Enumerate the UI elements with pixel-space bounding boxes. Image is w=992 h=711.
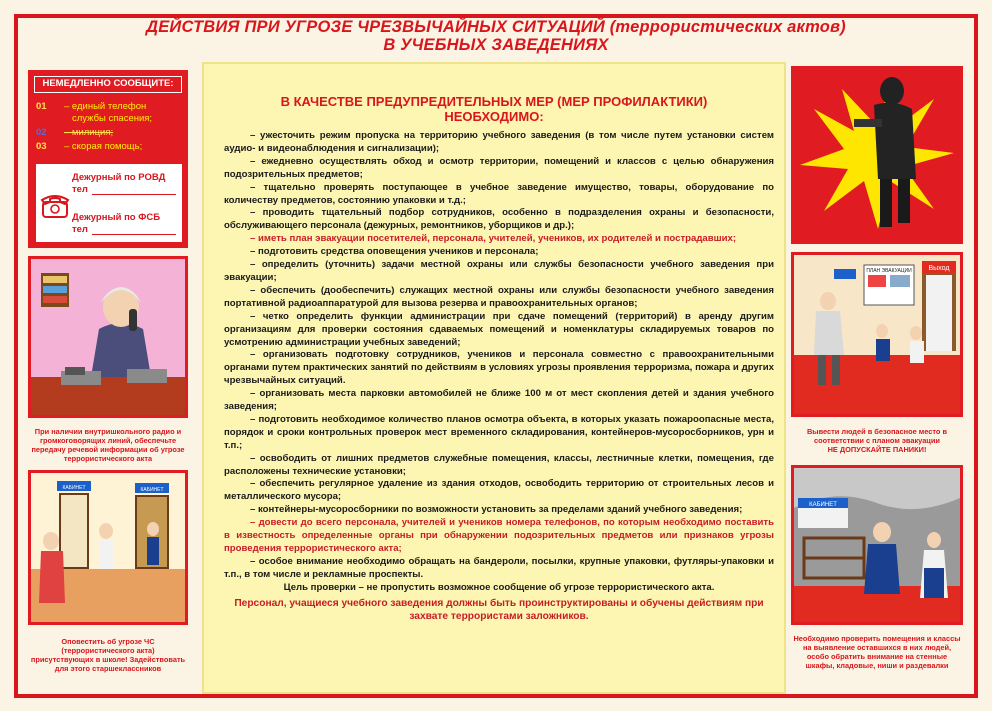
contact-02-desc: – милиция; [64,127,114,138]
contact-01-desc: – единый телефон [64,101,147,112]
cabinet-chem-sign: КАБИНЕТ [62,485,86,491]
measure-item: – ужесточить режим пропуска на территорию учебного заведения (в том числе путем установки систем аудио- и видеонаблюдения и сигнализации); [224,130,774,154]
prevention-heading-line1: В КАЧЕСТВЕ ПРЕДУПРЕДИТЕЛЬНЫХ МЕР (МЕР ПРОФИЛАКТИКИ) [280,94,708,109]
duty-fsb-label: Дежурный по ФСБ [72,212,161,223]
measure-item: – организовать места парковки автомобилей не ближе 100 м от мест скопления детей и здания учебного заведения; [224,388,774,413]
contact-03-desc: – скорая помощь; [64,141,143,152]
contact-03 [36,141,142,152]
cabinet-physics-sign: КАБИНЕТ [809,502,837,508]
check-goal-text: Цель проверки – не пропустить возможное сообщение об угрозе террористического акта. [283,581,715,593]
no-panic-text: НЕ ДОПУСКАЙТЕ ПАНИКИ! [827,445,927,454]
contact-01 [36,101,146,112]
telephone-icon [40,190,70,220]
evacuation-picture [791,252,963,417]
prevention-heading-line2: НЕОБХОДИМО: [444,109,544,124]
measure-item: – контейнеры-мусоросборники по возможности установить за пределами зданий учебного заведения; [250,504,743,516]
measure-item: – четко определить функции администрации при сдаче помещений (территорий) в аренду другим организациям для проверки состояния сдаваемых помещений и номенклатуры складируемых товаров по усмотрению администрации учебных заведений; [224,310,774,348]
terrorist-act-picture [791,66,963,244]
school-corridor-illustration [31,473,185,622]
measure-item: – довести до всего персонала, учителей и учеников номера телефонов, по которым необходимо поставить в известность определенные органы при обнаружении подозрительных предметов или признаков угрозы проведения террористического акта; [224,517,774,554]
measure-item: – иметь план эвакуации посетителей, персонала, учителей, учеников, их родителей и пострадавших; [250,233,737,245]
evacuation-illustration [794,255,960,414]
contact-03-number: 03 [36,141,47,152]
evacuation-caption [793,427,961,454]
emergency-contacts-panel [28,70,188,248]
measure-item: – тщательно проверять поступающее в учебное заведение имущество, товары, оборудование по количеству предметов, состоянию упаковки и т.д.; [224,181,774,206]
contact-02 [36,127,113,138]
measure-item: – ежедневно осуществлять обход и осмотр территории, помещений и классов с целью обнаружения подозрительных предметов; [224,155,774,180]
measure-item: – подготовить средства оповещения учеников и персонала; [250,246,539,258]
duty-rovd-label: Дежурный по РОВД [72,172,166,183]
duty-phone-box [36,164,182,242]
contact-01-desc2-text: службы спасения; [72,113,153,124]
measure-item: – проводить тщательный подбор сотрудников, особенно в подразделения охраны и безопасности, обслуживающего персонала (дежурных, ремонтников, уборщиков и др.); [224,207,774,232]
cabinet-sign: КАБИНЕТ [140,487,164,493]
measure-item: – организовать подготовку сотрудников, учеников и персонала совместно с правоохранительными органами путем практических занятий по действиям в условиях угрозы проявления терроризма, пожара и других чрезвычайных ситуаций. [224,349,774,387]
contact-02-number: 02 [36,127,47,138]
damaged-classroom-illustration [794,468,960,622]
prevention-measures-panel [202,62,786,694]
measure-item: – обеспечить регулярное удаление из здания отходов, освободить территорию от строительных лесов и металлического мусора; [224,478,774,503]
duty-rovd-tel-label: тел [72,184,88,195]
poster-title-line1: ДЕЙСТВИЯ ПРИ УГРОЗЕ ЧРЕЗВЫЧАЙНЫХ СИТУАЦИЙ (террористических актов) [146,18,846,36]
contact-01-desc2 [72,113,152,124]
measure-item: – особое внимание необходимо обращать на бандероли, посылки, крупные упаковки, футляры-упаковки и т.п., в том числе и рекламные проспекты. [224,555,774,580]
hostage-instruction-text: Персонал, учащиеся учебного заведения должны быть проинструктированы и обучены действиям при захвате террористами заложников. [234,597,764,622]
prevention-heading [204,94,784,124]
radio-announcement-picture [28,256,188,418]
radio-announcement-caption: При наличии внутришкольного радио и громкоговорящих линий, обеспечьте передачу речевой информации об угрозе террористического акта [31,427,185,463]
prevention-measures-list [224,130,774,623]
woman-on-phone-illustration [31,259,185,415]
check-rooms-picture [791,465,963,625]
measure-item: – определить (уточнить) задачи местной охраны или службы безопасности учебного заведения при эвакуации; [224,259,774,283]
contacts-header: НЕМЕДЛЕННО СООБЩИТЕ: [34,76,182,93]
evacuation-caption-text: Вывести людей в безопасное место в соответствии с планом эвакуации [806,427,948,445]
measure-item: – подготовить необходимое количество планов осмотра объекта, в которых указать пожароопасные места, порядок и сроки контрольных проверок мест временного складирования, контейнеров-мусоросборников, урн и т.п.; [224,413,774,451]
check-rooms-caption: Необходимо проверить помещения и классы на выявление оставшихся в них людей, особо обратить внимание на стенные шкафы, кладовые, ниши и раздевалки [793,634,961,670]
contact-01-number: 01 [36,101,47,112]
notify-school-picture [28,470,188,625]
measure-item: – освободить от лишних предметов служебные помещения, классы, лестничные клетки, помещения, где расположены технические установки; [224,452,774,477]
duty-fsb-tel-label: тел [72,224,88,235]
duty-rovd-tel-line [92,194,176,195]
poster-title-line2: В УЧЕБНЫХ ЗАВЕДЕНИЯХ [383,36,609,54]
measure-item: – обеспечить (дообеспечить) служащих местной охраны или службы безопасности учебного заведения портативной радиоаппаратурой для вызова резерва и правоохранительных органов; [224,284,774,309]
duty-fsb-tel-line [92,234,176,235]
poster-title [0,18,992,54]
exit-sign: Выход [928,265,950,272]
notify-school-caption: Оповестить об угрозе ЧС (террористического акта) присутствующих в школе! Задействовать для этого старшеклассников [30,637,186,673]
evacuation-plan-sign: ПЛАН ЭВАКУАЦИИ [866,268,912,274]
explosion-illustration [794,69,960,241]
